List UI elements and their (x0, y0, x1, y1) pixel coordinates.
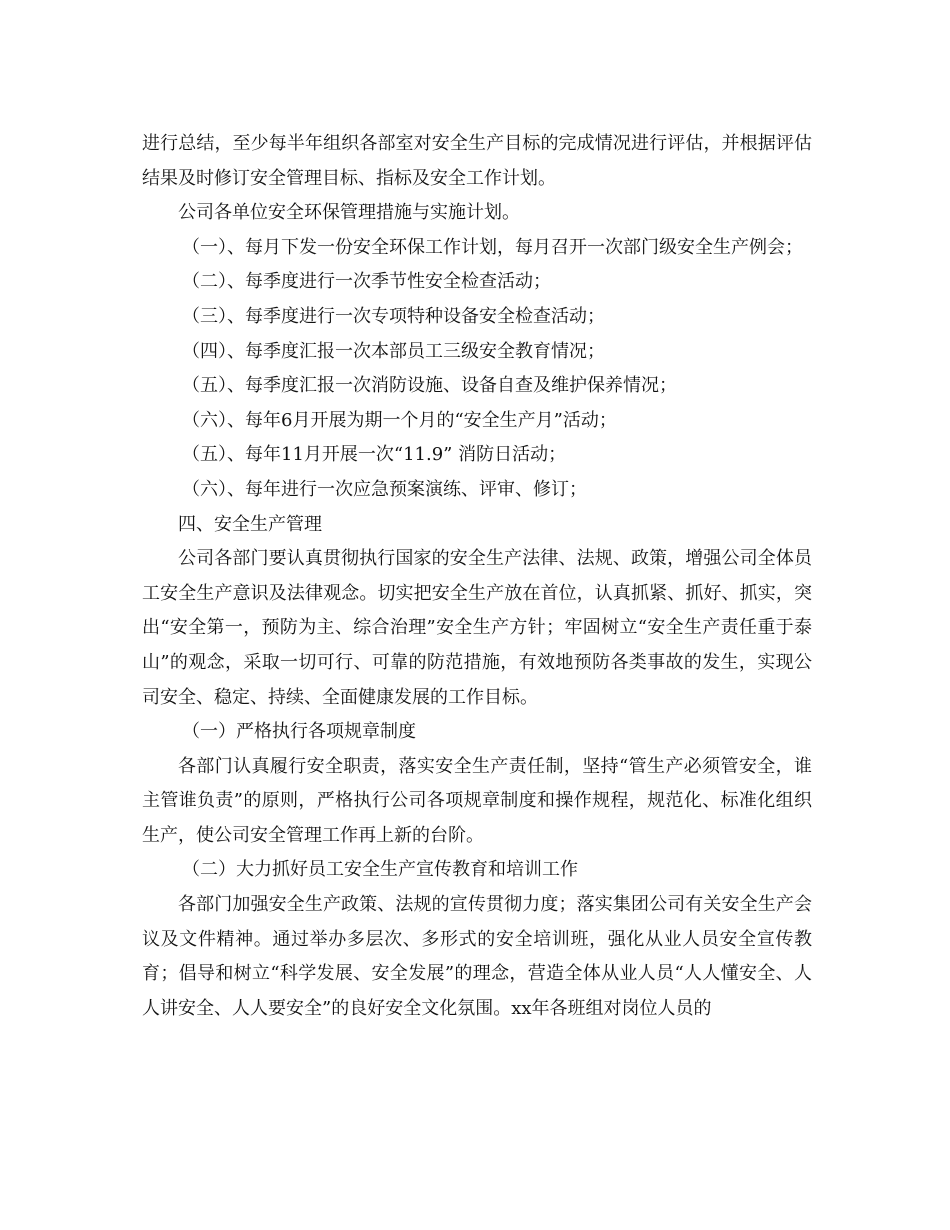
list-item-fire-facility-report: （五）、每季度汇报一次消防设施、设备自查及维护保养情况； (182, 375, 677, 397)
list-item-education-report: （四）、每季度汇报一次本部员工三级安全教育情况； (182, 340, 605, 362)
document-body (142, 127, 812, 1026)
subheading-training: （二）大力抓好员工安全生产宣传教育和培训工作 (182, 859, 578, 881)
list-item-seasonal-check: （二）、每季度进行一次季节性安全检查活动； (182, 271, 551, 293)
list-item-monthly-plan: （一）、每月下发一份安全环保工作计划，每月召开一次部门级安全生产例会； (182, 236, 803, 258)
list-item-fire-day: （五）、每年11月开展一次“11.9” 消防日活动； (182, 444, 567, 466)
paragraph-rules: 各部门认真履行安全职责，落实安全生产责任制，坚持“管生产必须管安全，谁主管谁负责”的原则，严格执行公司各项规章制度和操作规程，规范化、标准化组织生产，使公司安全管理工作再上新的台阶。 (142, 755, 812, 846)
subheading-rules: （一）严格执行各项规章制度 (182, 721, 416, 743)
list-item-safety-month: （六）、每年6月开展为期一个月的“安全生产月”活动； (182, 409, 617, 431)
paragraph-measures-heading: 公司各单位安全环保管理措施与实施计划。 (178, 202, 520, 224)
list-item-special-equipment-check: （三）、每季度进行一次专项特种设备安全检查活动； (182, 305, 605, 327)
paragraph-training: 各部门加强安全生产政策、法规的宣传贯彻力度；落实集团公司有关安全生产会议及文件精神。通过举办多层次、多形式的安全培训班，强化从业人员安全宣传教育；倡导和树立“科学发展、安全发展”的理念，营造全体从业人员“人人懂安全、人人讲安全、人人要安全”的良好安全文化氛围。xx年各班组对岗位人员的 (142, 894, 812, 1019)
list-item-emergency-drill: （六）、每年进行一次应急预案演练、评审、修订； (182, 478, 587, 500)
section-heading-safety-management: 四、安全生产管理 (178, 513, 322, 535)
paragraph-continuation: 进行总结，至少每半年组织各部室对安全生产目标的完成情况进行评估，并根据评估结果及时修订安全管理目标、指标及安全工作计划。 (142, 133, 812, 189)
paragraph-safety-policy: 公司各部门要认真贯彻执行国家的安全生产法律、法规、政策，增强公司全体员工安全生产意识及法律观念。切实把安全生产放在首位，认真抓紧、抓好、抓实，突出“安全第一，预防为主、综合治理”安全生产方针；牢固树立“安全生产责任重于泰山”的观念，采取一切可行、可靠的防范措施，有效地预防各类事故的发生，实现公司安全、稳定、持续、全面健康发展的工作目标。 (142, 548, 812, 708)
